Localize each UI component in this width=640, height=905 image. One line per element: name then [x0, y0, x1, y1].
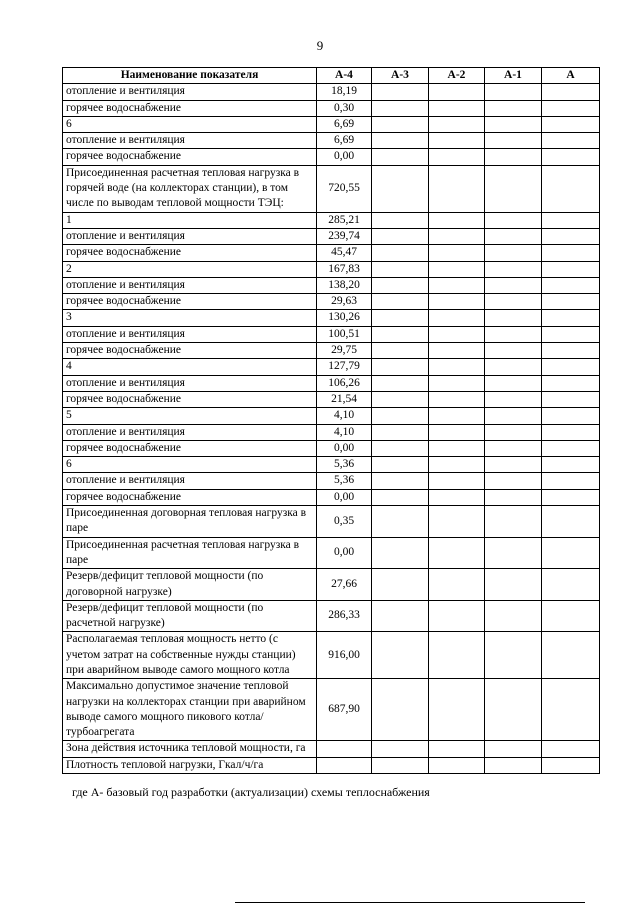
value-a4-cell: 21,54 [317, 391, 372, 407]
table-row [63, 424, 600, 440]
table-row [63, 757, 600, 773]
value-a3-cell [372, 440, 429, 456]
value-a3-cell [372, 261, 429, 277]
indicator-name-cell: горячее водоснабжение [63, 440, 317, 456]
footnote: где А- базовый год разработки (актуализации) схемы теплоснабжения [72, 785, 430, 799]
value-a1-cell [485, 133, 542, 149]
value-a2-cell [429, 149, 485, 165]
header-a3: А-3 [372, 68, 429, 84]
value-a-cell [542, 537, 600, 569]
value-a2-cell [429, 165, 485, 212]
value-a4-cell: 0,35 [317, 506, 372, 538]
header-a2: А-2 [429, 68, 485, 84]
value-a4-cell: 0,00 [317, 149, 372, 165]
value-a3-cell [372, 489, 429, 505]
value-a-cell [542, 84, 600, 100]
value-a-cell [542, 440, 600, 456]
indicator-name-cell: 5 [63, 408, 317, 424]
value-a2-cell [429, 424, 485, 440]
value-a1-cell [485, 440, 542, 456]
value-a2-cell [429, 343, 485, 359]
value-a2-cell [429, 245, 485, 261]
value-a-cell [542, 261, 600, 277]
header-indicator-name: Наименование показателя [63, 68, 317, 84]
indicator-name-cell: 6 [63, 457, 317, 473]
value-a4-cell: 720,55 [317, 165, 372, 212]
value-a4-cell: 0,30 [317, 100, 372, 116]
table-row [63, 457, 600, 473]
value-a-cell [542, 679, 600, 741]
value-a3-cell [372, 326, 429, 342]
value-a1-cell [485, 600, 542, 632]
indicator-name-cell: горячее водоснабжение [63, 343, 317, 359]
value-a2-cell [429, 679, 485, 741]
value-a3-cell [372, 294, 429, 310]
value-a3-cell [372, 632, 429, 679]
value-a2-cell [429, 391, 485, 407]
indicator-name-cell: отопление и вентиляция [63, 375, 317, 391]
value-a1-cell [485, 537, 542, 569]
value-a3-cell [372, 679, 429, 741]
indicator-name-cell: отопление и вентиляция [63, 424, 317, 440]
table-row [63, 212, 600, 228]
value-a3-cell [372, 84, 429, 100]
value-a-cell [542, 741, 600, 757]
value-a4-cell: 106,26 [317, 375, 372, 391]
value-a1-cell [485, 359, 542, 375]
value-a1-cell [485, 212, 542, 228]
value-a1-cell [485, 294, 542, 310]
value-a2-cell [429, 600, 485, 632]
value-a2-cell [429, 294, 485, 310]
table-row [63, 261, 600, 277]
value-a4-cell [317, 741, 372, 757]
value-a1-cell [485, 165, 542, 212]
value-a4-cell: 18,19 [317, 84, 372, 100]
indicator-name-cell: горячее водоснабжение [63, 100, 317, 116]
value-a4-cell: 5,36 [317, 457, 372, 473]
value-a-cell [542, 569, 600, 601]
value-a-cell [542, 326, 600, 342]
indicator-name-cell: 4 [63, 359, 317, 375]
indicator-name-cell: отопление и вентиляция [63, 473, 317, 489]
indicator-name-cell: отопление и вентиляция [63, 326, 317, 342]
table-row [63, 537, 600, 569]
value-a-cell [542, 116, 600, 132]
indicator-name-cell: Плотность тепловой нагрузки, Гкал/ч/га [63, 757, 317, 773]
value-a4-cell: 0,00 [317, 489, 372, 505]
value-a3-cell [372, 343, 429, 359]
value-a-cell [542, 473, 600, 489]
value-a2-cell [429, 100, 485, 116]
value-a-cell [542, 100, 600, 116]
value-a2-cell [429, 757, 485, 773]
value-a3-cell [372, 506, 429, 538]
value-a2-cell [429, 741, 485, 757]
value-a1-cell [485, 424, 542, 440]
value-a4-cell: 127,79 [317, 359, 372, 375]
value-a4-cell: 286,33 [317, 600, 372, 632]
page-number: 9 [316, 38, 324, 53]
table-row [63, 359, 600, 375]
value-a2-cell [429, 212, 485, 228]
value-a1-cell [485, 489, 542, 505]
value-a-cell [542, 149, 600, 165]
value-a4-cell [317, 757, 372, 773]
table-row [63, 375, 600, 391]
header-a4: А-4 [317, 68, 372, 84]
value-a-cell [542, 506, 600, 538]
table-row [63, 440, 600, 456]
value-a3-cell [372, 359, 429, 375]
indicator-name-cell: 2 [63, 261, 317, 277]
value-a4-cell: 6,69 [317, 133, 372, 149]
value-a4-cell: 130,26 [317, 310, 372, 326]
value-a1-cell [485, 569, 542, 601]
value-a1-cell [485, 149, 542, 165]
value-a4-cell: 4,10 [317, 408, 372, 424]
value-a2-cell [429, 228, 485, 244]
value-a4-cell: 5,36 [317, 473, 372, 489]
indicator-name-cell: Располагаемая тепловая мощность нетто (с учетом затрат на собственные нужды станции) при аварийном выводе самого мощного котла [63, 632, 317, 679]
value-a-cell [542, 408, 600, 424]
indicator-name-cell: горячее водоснабжение [63, 245, 317, 261]
table-row [63, 149, 600, 165]
value-a4-cell: 167,83 [317, 261, 372, 277]
value-a2-cell [429, 473, 485, 489]
value-a3-cell [372, 537, 429, 569]
table-row [63, 632, 600, 679]
value-a4-cell: 0,00 [317, 440, 372, 456]
value-a1-cell [485, 506, 542, 538]
value-a-cell [542, 359, 600, 375]
table-header-row [63, 68, 600, 84]
indicator-name-cell: отопление и вентиляция [63, 133, 317, 149]
value-a1-cell [485, 310, 542, 326]
value-a3-cell [372, 741, 429, 757]
value-a3-cell [372, 310, 429, 326]
value-a1-cell [485, 245, 542, 261]
value-a3-cell [372, 375, 429, 391]
value-a3-cell [372, 165, 429, 212]
value-a1-cell [485, 632, 542, 679]
value-a3-cell [372, 473, 429, 489]
value-a-cell [542, 294, 600, 310]
value-a-cell [542, 133, 600, 149]
indicator-name-cell: Резерв/дефицит тепловой мощности (по договорной нагрузке) [63, 569, 317, 601]
indicator-name-cell: отопление и вентиляция [63, 277, 317, 293]
indicator-name-cell: Зона действия источника тепловой мощности, га [63, 741, 317, 757]
value-a-cell [542, 424, 600, 440]
table-row [63, 569, 600, 601]
value-a2-cell [429, 457, 485, 473]
value-a3-cell [372, 245, 429, 261]
table-row [63, 116, 600, 132]
table-row [63, 506, 600, 538]
table-row [63, 310, 600, 326]
value-a-cell [542, 489, 600, 505]
value-a1-cell [485, 100, 542, 116]
indicator-name-cell: Присоединенная договорная тепловая нагрузка в паре [63, 506, 317, 538]
value-a1-cell [485, 375, 542, 391]
value-a2-cell [429, 261, 485, 277]
value-a2-cell [429, 489, 485, 505]
table-row [63, 679, 600, 741]
value-a-cell [542, 212, 600, 228]
value-a1-cell [485, 277, 542, 293]
value-a4-cell: 285,21 [317, 212, 372, 228]
value-a3-cell [372, 424, 429, 440]
value-a3-cell [372, 133, 429, 149]
value-a-cell [542, 600, 600, 632]
value-a1-cell [485, 679, 542, 741]
value-a2-cell [429, 359, 485, 375]
indicator-name-cell: Максимально допустимое значение тепловой нагрузки на коллекторах станции при аварийном выводе самого мощного пикового котла/турбоагрегата [63, 679, 317, 741]
value-a3-cell [372, 149, 429, 165]
value-a1-cell [485, 261, 542, 277]
indicator-name-cell: 3 [63, 310, 317, 326]
value-a3-cell [372, 391, 429, 407]
value-a4-cell: 29,75 [317, 343, 372, 359]
value-a1-cell [485, 116, 542, 132]
value-a3-cell [372, 228, 429, 244]
indicator-name-cell: горячее водоснабжение [63, 391, 317, 407]
value-a1-cell [485, 343, 542, 359]
value-a1-cell [485, 473, 542, 489]
table-row [63, 165, 600, 212]
table-row [63, 84, 600, 100]
value-a2-cell [429, 569, 485, 601]
value-a-cell [542, 632, 600, 679]
value-a4-cell: 45,47 [317, 245, 372, 261]
table-row [63, 473, 600, 489]
value-a2-cell [429, 375, 485, 391]
value-a3-cell [372, 100, 429, 116]
value-a4-cell: 0,00 [317, 537, 372, 569]
value-a4-cell: 916,00 [317, 632, 372, 679]
indicator-name-cell: 6 [63, 116, 317, 132]
table-row [63, 741, 600, 757]
value-a3-cell [372, 457, 429, 473]
value-a2-cell [429, 277, 485, 293]
bottom-rule [235, 902, 585, 903]
value-a-cell [542, 375, 600, 391]
value-a3-cell [372, 277, 429, 293]
value-a1-cell [485, 741, 542, 757]
value-a1-cell [485, 408, 542, 424]
value-a2-cell [429, 116, 485, 132]
value-a4-cell: 138,20 [317, 277, 372, 293]
table-row [63, 100, 600, 116]
value-a1-cell [485, 84, 542, 100]
value-a4-cell: 100,51 [317, 326, 372, 342]
table-row [63, 408, 600, 424]
table-row [63, 391, 600, 407]
value-a-cell [542, 165, 600, 212]
value-a-cell [542, 277, 600, 293]
value-a2-cell [429, 440, 485, 456]
indicator-name-cell: Резерв/дефицит тепловой мощности (по расчетной нагрузке) [63, 600, 317, 632]
value-a1-cell [485, 757, 542, 773]
table-row [63, 245, 600, 261]
indicator-name-cell: Присоединенная расчетная тепловая нагрузка в горячей воде (на коллекторах станции), в том числе по выводам тепловой мощности ТЭЦ: [63, 165, 317, 212]
value-a1-cell [485, 326, 542, 342]
value-a2-cell [429, 133, 485, 149]
value-a2-cell [429, 408, 485, 424]
value-a-cell [542, 343, 600, 359]
indicator-name-cell: отопление и вентиляция [63, 84, 317, 100]
indicator-name-cell: горячее водоснабжение [63, 294, 317, 310]
value-a3-cell [372, 116, 429, 132]
value-a3-cell [372, 600, 429, 632]
value-a-cell [542, 391, 600, 407]
value-a1-cell [485, 457, 542, 473]
value-a4-cell: 6,69 [317, 116, 372, 132]
indicator-name-cell: Присоединенная расчетная тепловая нагрузка в паре [63, 537, 317, 569]
value-a2-cell [429, 326, 485, 342]
value-a3-cell [372, 212, 429, 228]
table-row [63, 489, 600, 505]
indicator-name-cell: горячее водоснабжение [63, 489, 317, 505]
header-a1: А-1 [485, 68, 542, 84]
value-a-cell [542, 228, 600, 244]
value-a-cell [542, 310, 600, 326]
table-row [63, 133, 600, 149]
value-a2-cell [429, 506, 485, 538]
value-a-cell [542, 757, 600, 773]
value-a4-cell: 687,90 [317, 679, 372, 741]
value-a1-cell [485, 228, 542, 244]
indicator-name-cell: горячее водоснабжение [63, 149, 317, 165]
value-a-cell [542, 457, 600, 473]
indicators-table [62, 67, 600, 774]
value-a3-cell [372, 757, 429, 773]
value-a4-cell: 29,63 [317, 294, 372, 310]
table-row [63, 326, 600, 342]
table-row [63, 600, 600, 632]
value-a-cell [542, 245, 600, 261]
table-row [63, 228, 600, 244]
value-a4-cell: 4,10 [317, 424, 372, 440]
indicator-name-cell: 1 [63, 212, 317, 228]
value-a4-cell: 239,74 [317, 228, 372, 244]
value-a2-cell [429, 310, 485, 326]
value-a3-cell [372, 569, 429, 601]
value-a3-cell [372, 408, 429, 424]
table-row [63, 294, 600, 310]
value-a4-cell: 27,66 [317, 569, 372, 601]
table-row [63, 277, 600, 293]
value-a2-cell [429, 632, 485, 679]
header-a: А [542, 68, 600, 84]
table-row [63, 343, 600, 359]
indicator-name-cell: отопление и вентиляция [63, 228, 317, 244]
value-a2-cell [429, 84, 485, 100]
value-a1-cell [485, 391, 542, 407]
value-a2-cell [429, 537, 485, 569]
